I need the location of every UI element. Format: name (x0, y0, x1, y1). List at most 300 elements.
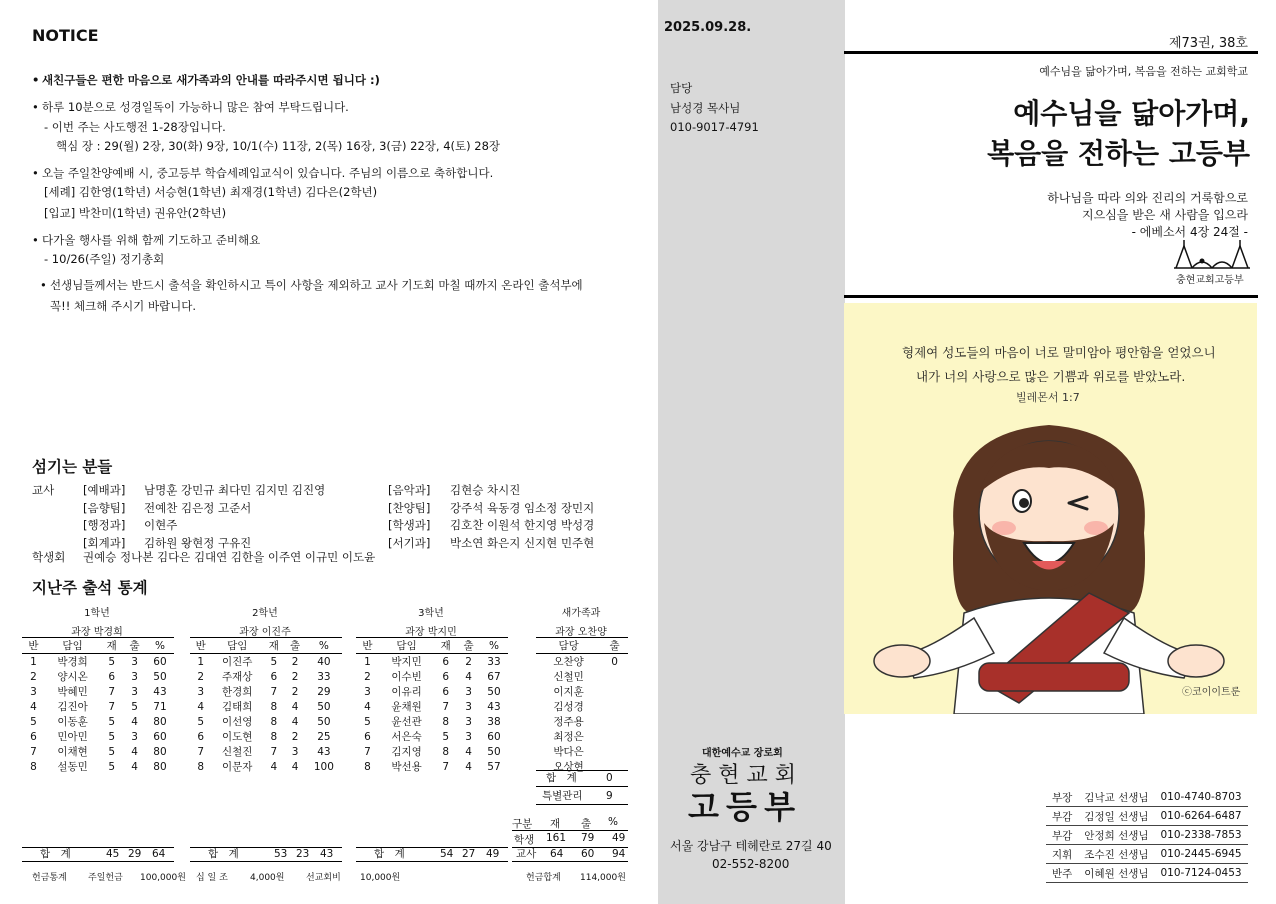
cell: 7 (30, 745, 37, 758)
cell: 4 (465, 670, 472, 683)
contact-row (1046, 788, 1248, 807)
cell: 5 (364, 715, 371, 728)
cell: 6 (442, 685, 450, 698)
cell: 43 (317, 745, 331, 758)
notice-subitem: 핵심 장 : 29(월) 2장, 30(화) 9장, 10/1(수) 11장, 2(목) 16장, 3(금) 22장, 4(토) 28장 (56, 139, 501, 153)
col-header: % (480, 638, 508, 654)
cell: 38 (487, 715, 501, 728)
sum-value: 53 (274, 848, 288, 860)
contact-name: 이혜원 선생님 (1078, 864, 1154, 883)
cell: 2 (465, 655, 472, 668)
col-header: 재 (100, 638, 123, 654)
col-header: 출 (457, 638, 480, 654)
table-row (536, 684, 628, 699)
cell: 60 (487, 730, 501, 743)
cell: 6 (197, 730, 204, 743)
notice-item: • 오늘 주일찬양예배 시, 중고등부 학습세례입교식이 있습니다. 주님의 이름으로 축하합니다. (42, 163, 493, 183)
cell: 1 (197, 655, 204, 668)
contacts-table (1046, 788, 1248, 883)
cell: 8 (364, 760, 371, 773)
total-label: 합 계 (546, 772, 577, 784)
cell: 33 (487, 655, 501, 668)
table-row (22, 654, 174, 670)
issue-number: 제73권, 38호 (1168, 36, 1248, 51)
cell: 8 (442, 745, 450, 758)
team-label: [행정과] (83, 518, 126, 532)
cell: 4 (131, 760, 138, 773)
col-header: % (608, 816, 618, 828)
cover-title-1: 예수님을 닮아가며, (1013, 97, 1250, 130)
grade-table (190, 637, 342, 774)
cell: 8 (197, 760, 204, 773)
cell: 2 (197, 670, 204, 683)
cell: 민아민 (57, 731, 88, 743)
cell: 5 (108, 760, 116, 773)
notice-item: • 다가올 행사를 위해 함께 기도하고 준비해요 (42, 230, 260, 250)
servants-title: 섬기는 분들 (32, 458, 113, 476)
contact-row (1046, 845, 1248, 864)
poster-verse-1: 형제여 성도들의 마음이 너로 말미암아 평안함을 얻었으니 (902, 345, 1216, 360)
special-label: 특별관리 (542, 790, 583, 802)
table-row (356, 684, 508, 699)
table-row (22, 729, 174, 744)
cell: 7 (442, 760, 450, 773)
cell: 2 (291, 670, 299, 683)
newfamily-total (536, 770, 628, 805)
cell: 3 (465, 730, 472, 743)
cover-divider (844, 295, 1258, 298)
row-label: 교사 (516, 848, 537, 860)
church-silhouette-icon (1172, 240, 1252, 270)
summary-teacher-row (512, 847, 628, 862)
contact-phone: 010-2445-6945 (1155, 845, 1248, 864)
cell: 50 (487, 745, 501, 758)
cell: 윤선관 (391, 716, 422, 728)
table-row (536, 744, 628, 759)
cell: 4 (131, 745, 138, 758)
contact-phone: 010-6264-6487 (1155, 807, 1248, 826)
table-row (536, 699, 628, 714)
cell: 7 (270, 745, 278, 758)
col-header: 출 (123, 638, 146, 654)
cell: 4 (291, 760, 299, 773)
pastor-name: 남성경 목사님 (670, 101, 741, 115)
col-header: 담임 (211, 638, 263, 654)
cell: 3 (131, 655, 138, 668)
table-row (356, 699, 508, 714)
table-row (356, 759, 508, 774)
contact-phone: 010-7124-0453 (1155, 864, 1248, 883)
col-header: 담임 (379, 638, 435, 654)
team-names: 이현주 (144, 518, 178, 532)
cell: 이지훈 (553, 686, 584, 698)
cell: 64 (550, 848, 564, 860)
offering-row (32, 870, 632, 884)
grade-head: 과장 박경희 (71, 627, 123, 638)
offering-amount: 4,000원 (250, 873, 285, 883)
grade-head: 과장 박지민 (405, 627, 457, 638)
jesus-illustration (844, 413, 1257, 714)
cell: 설동민 (57, 761, 88, 773)
contact-role: 지휘 (1046, 845, 1078, 864)
notice-subitem: [세례] 김한영(1학년) 서승현(1학년) 최재경(1학년) 김다은(2학년) (44, 185, 378, 199)
col-header: 재 (263, 638, 284, 654)
cell: 신철진 (222, 746, 253, 758)
cell: 7 (364, 745, 371, 758)
cell: 이도현 (222, 731, 253, 743)
contact-name: 조수진 선생님 (1078, 845, 1154, 864)
cell: 79 (581, 832, 595, 844)
poster-verse-2: 내가 너의 사랑으로 많은 기쁨과 위로를 받았노라. (916, 369, 1186, 384)
table-row (536, 729, 628, 744)
teacher-label: 교사 (32, 483, 55, 497)
table-row (190, 759, 342, 774)
cell: 5 (108, 730, 116, 743)
cell: 7 (108, 700, 116, 713)
cell: 주재상 (222, 671, 253, 683)
notice-item: • 새친구들은 편한 마음으로 새가족과의 안내를 따라주시면 됩니다 :) (42, 70, 380, 90)
table-row (190, 714, 342, 729)
council-label: 학생회 (32, 550, 66, 564)
grade-head: 과장 이진주 (239, 627, 291, 638)
cell: 3 (131, 685, 138, 698)
cell (601, 729, 628, 744)
sum-label: 합 계 (40, 848, 71, 860)
team-label: [음향팀] (83, 500, 126, 515)
cell: 5 (108, 715, 116, 728)
cell: 6 (442, 655, 450, 668)
cell: 3 (30, 685, 37, 698)
grade-name: 2학년 (252, 608, 278, 619)
cell: 60 (153, 730, 167, 743)
poster-verse-ref: 빌레몬서 1:7 (1016, 391, 1080, 404)
grade-sum-row (356, 847, 508, 862)
cell (601, 684, 628, 699)
team-label: [학생과] (388, 518, 431, 532)
cell: 50 (317, 700, 331, 713)
jesus-poster (844, 303, 1257, 714)
cell: 7 (442, 700, 450, 713)
col-header: 반 (356, 638, 379, 654)
cell: 정주용 (553, 716, 584, 728)
col-header: 구분 (512, 818, 533, 830)
cell: 양시온 (57, 671, 88, 683)
contact-row (1046, 826, 1248, 845)
contact-role: 부감 (1046, 826, 1078, 845)
table-row (536, 669, 628, 684)
cell: 5 (30, 715, 37, 728)
cell: 한경희 (222, 686, 253, 698)
newfamily-name: 새가족과 (561, 608, 601, 619)
col-header: 출 (581, 818, 592, 830)
cell: 2 (291, 730, 299, 743)
cell: 3 (364, 685, 371, 698)
table-row (22, 714, 174, 729)
cell (601, 714, 628, 729)
contact-role: 부감 (1046, 807, 1078, 826)
top-divider (844, 51, 1258, 54)
cell: 60 (153, 655, 167, 668)
sum-value: 27 (462, 848, 476, 860)
cell (601, 699, 628, 714)
newfamily-table (536, 637, 628, 774)
offering-name: 선교회비 (306, 873, 341, 883)
cell: 71 (153, 700, 167, 713)
charge-label: 담당 (670, 81, 693, 95)
sum-value: 29 (128, 848, 142, 860)
table-row (22, 759, 174, 774)
cover-logo-text: 충현교회고등부 (1176, 275, 1244, 286)
cell: 서은숙 (391, 731, 422, 743)
cell: 이선영 (222, 716, 253, 728)
cell: 4 (465, 760, 472, 773)
cell: 6 (364, 730, 371, 743)
team-names: 김현승 차시진 (450, 483, 521, 497)
cell: 박지민 (391, 656, 422, 668)
table-row (356, 744, 508, 759)
team-names: 남명훈 강민규 최다민 김지민 김진영 (144, 483, 326, 497)
cell: 5 (108, 745, 116, 758)
notice-subitem: [입교] 박찬미(1학년) 권유안(2학년) (44, 206, 227, 220)
special-value: 9 (606, 790, 613, 802)
notice-subitem: 꼭!! 체크해 주시기 바랍니다. (50, 299, 197, 313)
cell: 2 (30, 670, 37, 683)
table-row (190, 744, 342, 759)
table-row (190, 669, 342, 684)
cell: 3 (131, 670, 138, 683)
cell: 49 (612, 832, 626, 844)
cell: 박혜민 (57, 686, 88, 698)
cell: 3 (465, 715, 472, 728)
contact-phone: 010-2338-7853 (1155, 826, 1248, 845)
col-header: 담임 (45, 638, 101, 654)
cell: 오찬양 (553, 656, 584, 668)
cell: 박선용 (391, 761, 422, 773)
church-address: 서울 강남구 테헤란로 27길 40 (670, 839, 832, 853)
cell: 이채현 (57, 746, 88, 758)
cell: 6 (30, 730, 37, 743)
cell: 4 (291, 715, 299, 728)
table-row (356, 729, 508, 744)
offering-name: 십 일 조 (196, 873, 228, 883)
team-names: 박소연 화은지 신지현 민주현 (450, 535, 595, 550)
summary-table (512, 816, 628, 847)
cell: 오상현 (553, 761, 584, 773)
cell (601, 669, 628, 684)
table-row (22, 684, 174, 699)
cell (601, 744, 628, 759)
cell: 4 (291, 700, 299, 713)
offering-total-amount: 114,000원 (580, 873, 626, 883)
offering-amount: 100,000원 (140, 873, 186, 883)
col-header: 출 (284, 638, 305, 654)
table-row (22, 699, 174, 714)
table-row (190, 654, 342, 670)
cell: 6 (442, 670, 450, 683)
cell: 80 (153, 760, 167, 773)
cell: 신철민 (553, 671, 584, 683)
motto-small: 예수님을 닮아가며, 복음을 전하는 교회학교 (1039, 65, 1248, 78)
table-row (356, 654, 508, 670)
offering-amount: 10,000원 (360, 873, 401, 883)
cell: 80 (153, 715, 167, 728)
cell: 2 (291, 655, 299, 668)
cover-logo (1172, 240, 1252, 286)
cell: 이동훈 (57, 716, 88, 728)
cell: 8 (30, 760, 37, 773)
pastor-phone: 010-9017-4791 (670, 120, 759, 134)
team-names: 전예찬 김은정 고준서 (144, 500, 252, 515)
cell: 5 (442, 730, 450, 743)
cell: 3 (465, 700, 472, 713)
contact-row (1046, 807, 1248, 826)
cell: 43 (153, 685, 167, 698)
cell: 최정은 (553, 731, 584, 743)
cell: 1 (364, 655, 371, 668)
col-header: 출 (601, 638, 628, 654)
notice-subitem: - 10/26(주일) 정기총회 (44, 252, 165, 266)
cell: 100 (313, 760, 334, 773)
table-row (536, 714, 628, 729)
cell: 3 (197, 685, 204, 698)
sum-label: 합 계 (374, 848, 405, 860)
col-header: % (306, 638, 342, 654)
contact-name: 김낙교 선생님 (1078, 788, 1154, 807)
cell: 6 (270, 670, 278, 683)
team-names: 김호찬 이원석 한지영 박성경 (450, 518, 595, 532)
cell: 3 (131, 730, 138, 743)
offering-name: 주일헌금 (88, 873, 123, 883)
cell: 4 (197, 700, 204, 713)
team-label: [예배과] (83, 483, 126, 497)
team-label: [서기과] (388, 535, 431, 550)
cell: 43 (487, 700, 501, 713)
table-row (190, 684, 342, 699)
offering-label: 헌금통계 (32, 873, 67, 883)
cell: 3 (465, 685, 472, 698)
newfamily-head: 과장 오찬양 (555, 627, 607, 638)
cell: 8 (270, 700, 278, 713)
col-header: 반 (22, 638, 45, 654)
table-row (536, 654, 628, 670)
middle-panel (658, 0, 845, 904)
grade-sum-row (22, 847, 174, 862)
cell: 김성경 (553, 701, 584, 713)
logo-denomination: 대한예수교 장로회 (702, 748, 783, 759)
cell: 4 (30, 700, 37, 713)
table-row (190, 729, 342, 744)
cell: 60 (581, 848, 595, 860)
cell: 67 (487, 670, 501, 683)
grade-table (356, 637, 508, 774)
cell: 7 (197, 745, 204, 758)
team-names: 강주석 육동경 임소정 장민지 (450, 500, 595, 515)
contact-phone: 010-4740-8703 (1155, 788, 1248, 807)
cell: 5 (108, 655, 116, 668)
col-header: 반 (190, 638, 211, 654)
logo-dept: 고 등 부 (688, 788, 794, 826)
notice-item: • 하루 10분으로 성경일독이 가능하니 많은 참여 부탁드립니다. (42, 97, 349, 117)
sum-value: 23 (296, 848, 310, 860)
col-header: 재 (550, 818, 561, 830)
logo-church: 충 현 교 회 (690, 763, 796, 788)
team-label: [회계과] (83, 535, 126, 550)
cell: 33 (317, 670, 331, 683)
table-row (22, 744, 174, 759)
servants-list (32, 482, 642, 572)
team-label: [찬양팀] (388, 500, 431, 515)
grade-name: 1학년 (84, 608, 110, 619)
cell: 8 (270, 730, 278, 743)
cell: 7 (270, 685, 278, 698)
cell: 8 (442, 715, 450, 728)
table-row (22, 669, 174, 684)
cell: 57 (487, 760, 501, 773)
cell: 4 (465, 745, 472, 758)
cell: 박다은 (553, 746, 584, 758)
cell: 윤채원 (391, 701, 422, 713)
cell: 1 (30, 655, 37, 668)
cell: 이수빈 (391, 671, 422, 683)
cell: 김지영 (391, 746, 422, 758)
cell: 161 (546, 832, 567, 844)
col-header: % (146, 638, 174, 654)
cell: 4 (131, 715, 138, 728)
cell: 50 (153, 670, 167, 683)
cell: 박경희 (57, 656, 88, 668)
cell: 김태희 (222, 701, 253, 713)
sum-value: 49 (486, 848, 500, 860)
col-header: 담당 (536, 638, 601, 654)
contact-name: 안정희 선생님 (1078, 826, 1154, 845)
contact-row (1046, 864, 1248, 883)
cell: 5 (270, 655, 278, 668)
verse-ref: - 에베소서 4장 24절 - (1131, 225, 1248, 239)
contact-role: 부장 (1046, 788, 1078, 807)
contact-name: 김정일 선생님 (1078, 807, 1154, 826)
grade-table (22, 637, 174, 774)
offering-total-label: 헌금합계 (526, 873, 561, 883)
church-logo (688, 740, 818, 826)
council-names: 권예승 정나본 김다은 김대연 김한을 이주연 이규민 이도윤 (83, 550, 376, 564)
church-tel: 02-552-8200 (712, 857, 790, 871)
notice-title: NOTICE (32, 26, 99, 45)
sum-value: 45 (106, 848, 120, 860)
verse-line-1: 하나님을 따라 의와 진리의 거룩함으로 (1047, 191, 1248, 205)
row-label: 학생 (514, 834, 535, 846)
cell: 3 (291, 745, 299, 758)
cover-title-2: 복음을 전하는 고등부 (987, 137, 1250, 170)
cell: 이유리 (391, 686, 422, 698)
notice-subitem: - 이번 주는 사도행전 1-28장입니다. (44, 120, 226, 134)
cell: 29 (317, 685, 331, 698)
sum-value: 54 (440, 848, 454, 860)
sum-value: 64 (152, 848, 166, 860)
cell: 4 (270, 760, 278, 773)
cell: 25 (317, 730, 331, 743)
table-row (356, 714, 508, 729)
cell: 2 (291, 685, 299, 698)
contact-role: 반주 (1046, 864, 1078, 883)
grade-name: 3학년 (418, 608, 444, 619)
sum-label: 합 계 (208, 848, 239, 860)
cell: 5 (131, 700, 138, 713)
cell: 80 (153, 745, 167, 758)
cell: 2 (364, 670, 371, 683)
table-row (190, 699, 342, 714)
cell: 50 (487, 685, 501, 698)
cell: 이진주 (222, 656, 253, 668)
